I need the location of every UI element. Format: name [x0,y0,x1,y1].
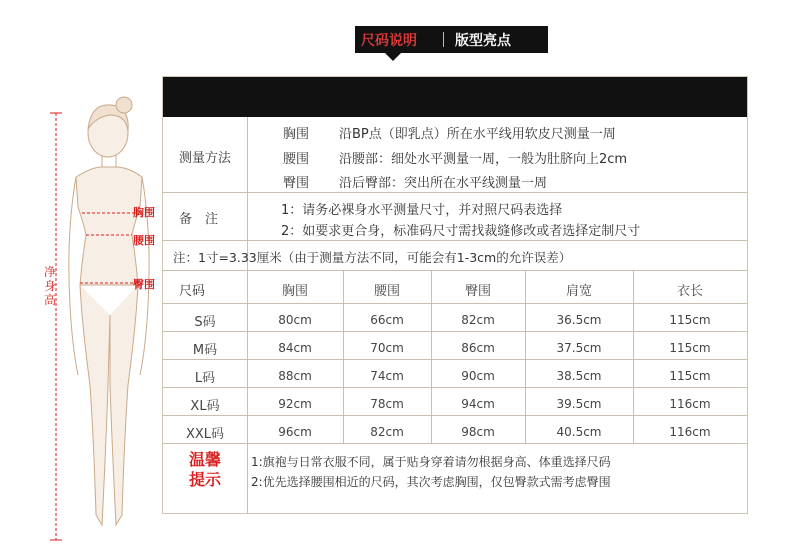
hip-cell: 82cm [461,313,495,327]
divider [163,359,747,360]
figure-label-hip: 臀围 [133,278,155,291]
measure-desc-waist: 沿腰部：细处水平测量一周，一般为肚脐向上2cm [339,152,628,167]
size-cell: S码 [194,315,216,330]
col-header-hip: 臀围 [464,284,491,299]
col-header-chest: 胸围 [281,284,308,299]
divider [163,270,747,271]
measure-desc-hip: 沿后臀部：突出所在水平线测量一周 [339,176,548,191]
hip-cell: 86cm [461,341,495,355]
figure-label-chest: 胸围 [133,206,155,219]
waist-cell: 70cm [370,341,404,355]
remark-line-2: 2：如要求更合身，标准码尺寸需找裁缝修改或者选择定制尺寸 [281,224,641,239]
table-header-band [163,77,747,117]
conversion-note: 注：1寸=3.33厘米（由于测量方法不同，可能会有1-3cm的允许误差） [173,250,572,265]
waist-cell: 82cm [370,425,404,439]
length-cell: 116cm [669,425,711,439]
figure-label-height: 净身高 [43,265,56,307]
length-cell: 116cm [669,397,711,411]
size-cell: M码 [192,343,218,358]
col-header-shoulder: 肩宽 [565,284,592,299]
measure-desc-chest: 沿BP点（即乳点）所在水平线用软皮尺测量一周 [339,127,616,142]
warm-tips-title-line1: 温馨 [188,450,221,469]
waist-cell: 74cm [370,369,404,383]
remark-line-1: 1：请务必裸身水平测量尺寸，并对照尺码表选择 [281,203,563,218]
divider [163,240,747,241]
divider [163,192,747,193]
divider [163,443,747,444]
col-header-length: 衣长 [676,284,703,299]
col-header-size: 尺码 [179,284,206,299]
size-guide-table [162,76,748,514]
shoulder-cell: 36.5cm [556,313,602,327]
tab-pointer-arrow [385,53,401,61]
chest-cell: 80cm [278,313,312,327]
length-cell: 115cm [669,313,711,327]
warm-tips-title [187,450,223,490]
divider [163,303,747,304]
figure-label-waist: 腰围 [133,234,155,247]
shoulder-cell: 38.5cm [556,369,602,383]
tab-divider [443,32,444,47]
divider [163,387,747,388]
warm-tips-title-line2: 提示 [188,470,221,489]
tip-line-1: 1:旗袍与日常衣服不同，属于贴身穿着请勿根据身高、体重选择尺码 [251,455,611,469]
chest-cell: 96cm [278,425,312,439]
length-cell: 115cm [669,341,711,355]
header-tabbar [355,26,548,53]
measure-name-waist: 腰围 [283,152,310,167]
chest-cell: 84cm [278,341,312,355]
hip-cell: 90cm [461,369,495,383]
remarks-title: 备 注 [179,212,219,227]
measure-name-chest: 胸围 [283,127,310,142]
col-header-waist: 腰围 [373,284,400,299]
shoulder-cell: 37.5cm [556,341,602,355]
size-cell: XL码 [190,399,220,414]
waist-cell: 66cm [370,313,404,327]
hip-cell: 98cm [461,425,495,439]
shoulder-cell: 39.5cm [556,397,602,411]
divider [247,270,248,513]
tab-size-guide[interactable]: 尺码说明 [361,33,417,49]
measure-title: 测量方法 [179,151,232,166]
measure-name-hip: 臀围 [283,176,310,191]
body-figure-illustration [36,85,166,545]
chest-cell: 92cm [278,397,312,411]
hip-cell: 94cm [461,397,495,411]
divider [163,415,747,416]
tip-line-2: 2:优先选择腰围相近的尺码，其次考虑胸围，仅包臀款式需考虑臀围 [251,475,611,489]
divider [163,331,747,332]
size-cell: XXL码 [185,427,225,442]
chest-cell: 88cm [278,369,312,383]
shoulder-cell: 40.5cm [556,425,602,439]
size-cell: L码 [194,371,216,386]
tab-fit-highlights[interactable]: 版型亮点 [455,33,511,49]
length-cell: 115cm [669,369,711,383]
waist-cell: 78cm [370,397,404,411]
